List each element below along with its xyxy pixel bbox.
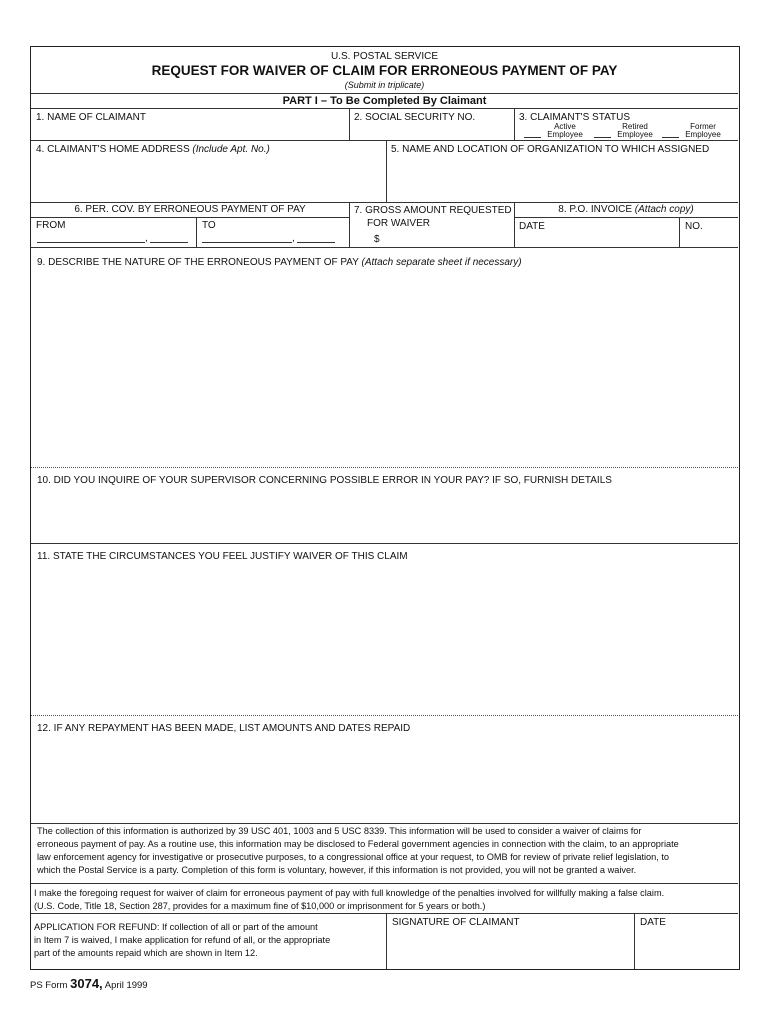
to-year-blank[interactable]	[297, 234, 335, 243]
period-from-field[interactable]	[31, 217, 196, 247]
ssn-label: 2. SOCIAL SECURITY NO.	[354, 112, 476, 123]
gross-amount-label-2: FOR WAIVER	[367, 218, 430, 229]
signature-date-label: DATE	[640, 917, 666, 928]
period-from-label: FROM	[36, 220, 66, 231]
form-title: REQUEST FOR WAIVER OF CLAIM FOR ERRONEOUS PAYMENT OF PAY	[151, 63, 618, 78]
claimant-name-label: 1. NAME OF CLAIMANT	[36, 112, 147, 123]
signature-label: SIGNATURE OF CLAIMANT	[392, 917, 520, 928]
status-options	[514, 123, 738, 139]
invoice-label-text: 8. P.O. INVOICE	[558, 204, 633, 215]
claimant-status-label: 3. CLAIMANT'S STATUS	[519, 112, 631, 123]
from-year-blank[interactable]	[150, 234, 188, 243]
agency-name: U.S. POSTAL SERVICE	[330, 51, 439, 62]
circumstances-label: 11. STATE THE CIRCUMSTANCES YOU FEEL JUSTIFY WAIVER OF THIS CLAIM	[37, 551, 408, 562]
privacy-line: which the Postal Service is a party. Completion of this form is voluntary, however, if this information is not provided, you will not be granted a waiver.	[37, 865, 637, 875]
status-active-top: Active	[554, 122, 576, 131]
certification-line: (U.S. Code, Title 18, Section 287, provides for a maximum fine of $10,000 or imprisonment for 5 years or both.)	[34, 901, 486, 911]
period-to-field[interactable]	[196, 217, 349, 247]
refund-line: in Item 7 is waived, I make application for refund of all, or the appropriate	[34, 935, 331, 945]
dollar-sign: $	[374, 234, 380, 245]
privacy-line: law enforcement agency for investigative or prosecutive purposes, to a congressional office at your request, to OMB for review of private relief legislation, to	[37, 852, 670, 862]
repayment-label: 12. IF ANY REPAYMENT HAS BEEN MADE, LIST AMOUNTS AND DATES REPAID	[37, 723, 411, 734]
period-to-label: TO	[202, 220, 216, 231]
home-address-label	[36, 144, 270, 155]
describe-payment-field[interactable]	[31, 247, 738, 467]
privacy-statement	[37, 825, 735, 877]
to-comma: ,	[292, 233, 295, 244]
invoice-date-field[interactable]	[514, 217, 679, 247]
period-covered-label: 6. PER. COV. BY ERRONEOUS PAYMENT OF PAY	[74, 204, 306, 215]
footer-prefix: PS Form	[30, 980, 68, 991]
status-checkline-active[interactable]	[524, 123, 541, 138]
waiver-form	[30, 46, 740, 970]
signature-field[interactable]	[386, 913, 634, 969]
certification-line: I make the foregoing request for waiver of claim for erroneous payment of pay with full knowledge of the penalties involved for willfully making a false claim.	[34, 888, 665, 898]
invoice-number-label: NO.	[685, 221, 703, 232]
circumstances-field[interactable]	[31, 543, 738, 715]
invoice-label	[514, 204, 738, 215]
status-former-top: Former	[690, 122, 716, 131]
signature-date-field[interactable]	[634, 913, 738, 969]
claimant-status-field	[514, 108, 738, 140]
from-date-blank[interactable]	[37, 234, 145, 243]
refund-line: part of the amounts repaid which are shown in Item 12.	[34, 948, 258, 958]
status-checkline-retired[interactable]	[594, 123, 611, 138]
supervisor-inquiry-label: 10. DID YOU INQUIRE OF YOUR SUPERVISOR CONCERNING POSSIBLE ERROR IN YOUR PAY? IF SO, FURNISH DETAILS	[37, 475, 612, 486]
organization-label: 5. NAME AND LOCATION OF ORGANIZATION TO WHICH ASSIGNED	[391, 144, 710, 155]
supervisor-inquiry-field[interactable]	[31, 467, 738, 543]
repayment-field[interactable]	[31, 715, 738, 823]
privacy-line: erroneous payment of pay. As a routine use, this information may be disclosed to Federal government agencies in connection with the claim, to an appropriate	[37, 839, 679, 849]
gross-amount-label-1: 7. GROSS AMOUNT REQUESTED	[354, 205, 512, 216]
status-retired-top: Retired	[622, 122, 648, 131]
certification-statement	[34, 887, 736, 913]
refund-application	[34, 921, 382, 960]
to-date-blank[interactable]	[202, 234, 292, 243]
home-address-label-text: 4. CLAIMANT'S HOME ADDRESS	[36, 144, 190, 155]
organization-field[interactable]	[386, 140, 738, 202]
invoice-note: (Attach copy)	[634, 204, 694, 215]
invoice-number-field[interactable]	[679, 217, 738, 247]
form-subtitle: (Submit in triplicate)	[344, 80, 425, 90]
privacy-line: The collection of this information is authorized by 39 USC 401, 1003 and 5 USC 8339. This information will be used to consider a waiver of claims for	[37, 826, 642, 836]
footer-form-number: 3074,	[70, 976, 103, 991]
status-checkline-former[interactable]	[662, 123, 679, 138]
invoice-date-label: DATE	[519, 221, 545, 232]
form-footer	[30, 976, 148, 991]
describe-payment-label-text: 9. DESCRIBE THE NATURE OF THE ERRONEOUS PAYMENT OF PAY	[37, 257, 359, 268]
status-former-bottom: Employee	[685, 130, 721, 139]
footer-edition: April 1999	[104, 980, 148, 991]
claimant-name-field[interactable]	[31, 108, 349, 140]
home-address-note: (Include Apt. No.)	[192, 144, 270, 155]
gross-amount-field[interactable]	[349, 202, 514, 247]
refund-line: APPLICATION FOR REFUND: If collection of all or part of the amount	[34, 922, 318, 932]
describe-payment-label	[37, 257, 522, 268]
from-comma: ,	[145, 233, 148, 244]
part-heading: PART I – To Be Completed By Claimant	[282, 95, 487, 107]
status-retired-bottom: Employee	[617, 130, 653, 139]
home-address-field[interactable]	[31, 140, 386, 202]
status-active-bottom: Employee	[547, 130, 583, 139]
describe-payment-note: (Attach separate sheet if necessary)	[361, 257, 522, 268]
ssn-field[interactable]	[349, 108, 514, 140]
